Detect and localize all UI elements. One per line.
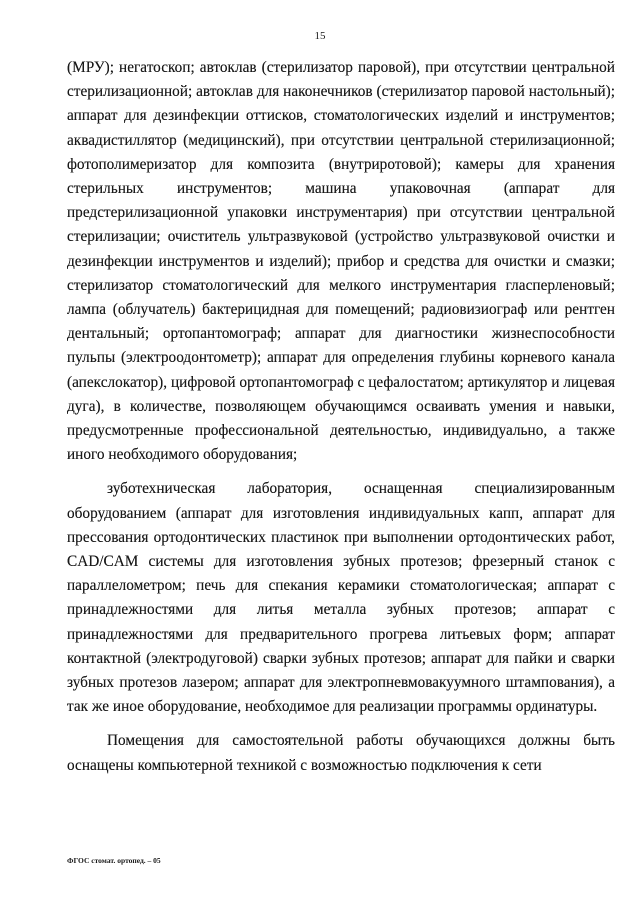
- paragraph-self-study-rooms: Помещения для самостоятельной работы обучающихся должны быть оснащены компьютерной техникой с возможностью подключения к сети: [67, 732, 615, 774]
- footer-document-code: ФГОС стомат. ортопед. – 05: [67, 856, 161, 865]
- paragraph-equipment-list: (МРУ); негатоскоп; автоклав (стерилизатор паровой), при отсутствии центральной стерилизационной; автоклав для наконечников (стерилизатор паровой настольный); аппарат для дезинфекции оттисков, стоматологических изделий и инструментов; аквадистиллятор (медицинский), при отсутствии центральной стерилизационной; фотополимеризатор для композита (внутриротовой); камеры для хранения стерильных инструментов; машина упаковочная (аппарат для предстерилизационной упаковки инструментария) при отсутствии центральной стерилизации; очиститель ультразвуковой (устройство ультразвуковой очистки и дезинфекции инструментов и изделий); прибор и средства для очистки и смазки; стерилизатор стоматологический для мелкого инструментария гласперленовый; лампа (облучатель) бактерицидная для помещений; радиовизиограф или рентген дентальный; ортопантомограф; аппарат для диагностики жизнеспособности пульпы (электроодонтометр); аппарат для определения глубины корневого канала (апекслокатор), цифровой ортопантомограф с цефалостатом; артикулятор и лицевая дуга), в количестве, позволяющем обучающимся осваивать умения и навыки, предусмотренные профессиональной деятельностью, индивидуально, а также иного необходимого оборудования;: [67, 59, 615, 464]
- document-body: [67, 56, 615, 778]
- paragraph-dental-lab: зуботехническая лаборатория, оснащенная специализированным оборудованием (аппарат для изготовления индивидуальных капп, аппарат для прессования ортодонтических пластинок при выполнении ортодонтических работ, CAD/CAM системы для изготовления зубных протезов; фрезерный станок с параллелометром; печь для спекания керамики стоматологическая; аппарат с принадлежностями для литья металла зубных протезов; аппарат с принадлежностями для предварительного прогрева литьевых форм; аппарат контактной (электродуговой) сварки зубных протезов; аппарат для пайки и сварки зубных протезов лазером; аппарат для электропневмовакуумного штампования), а так же иное оборудование, необходимое для реализации программы ординатуры.: [67, 480, 615, 716]
- page-number: 15: [314, 30, 326, 42]
